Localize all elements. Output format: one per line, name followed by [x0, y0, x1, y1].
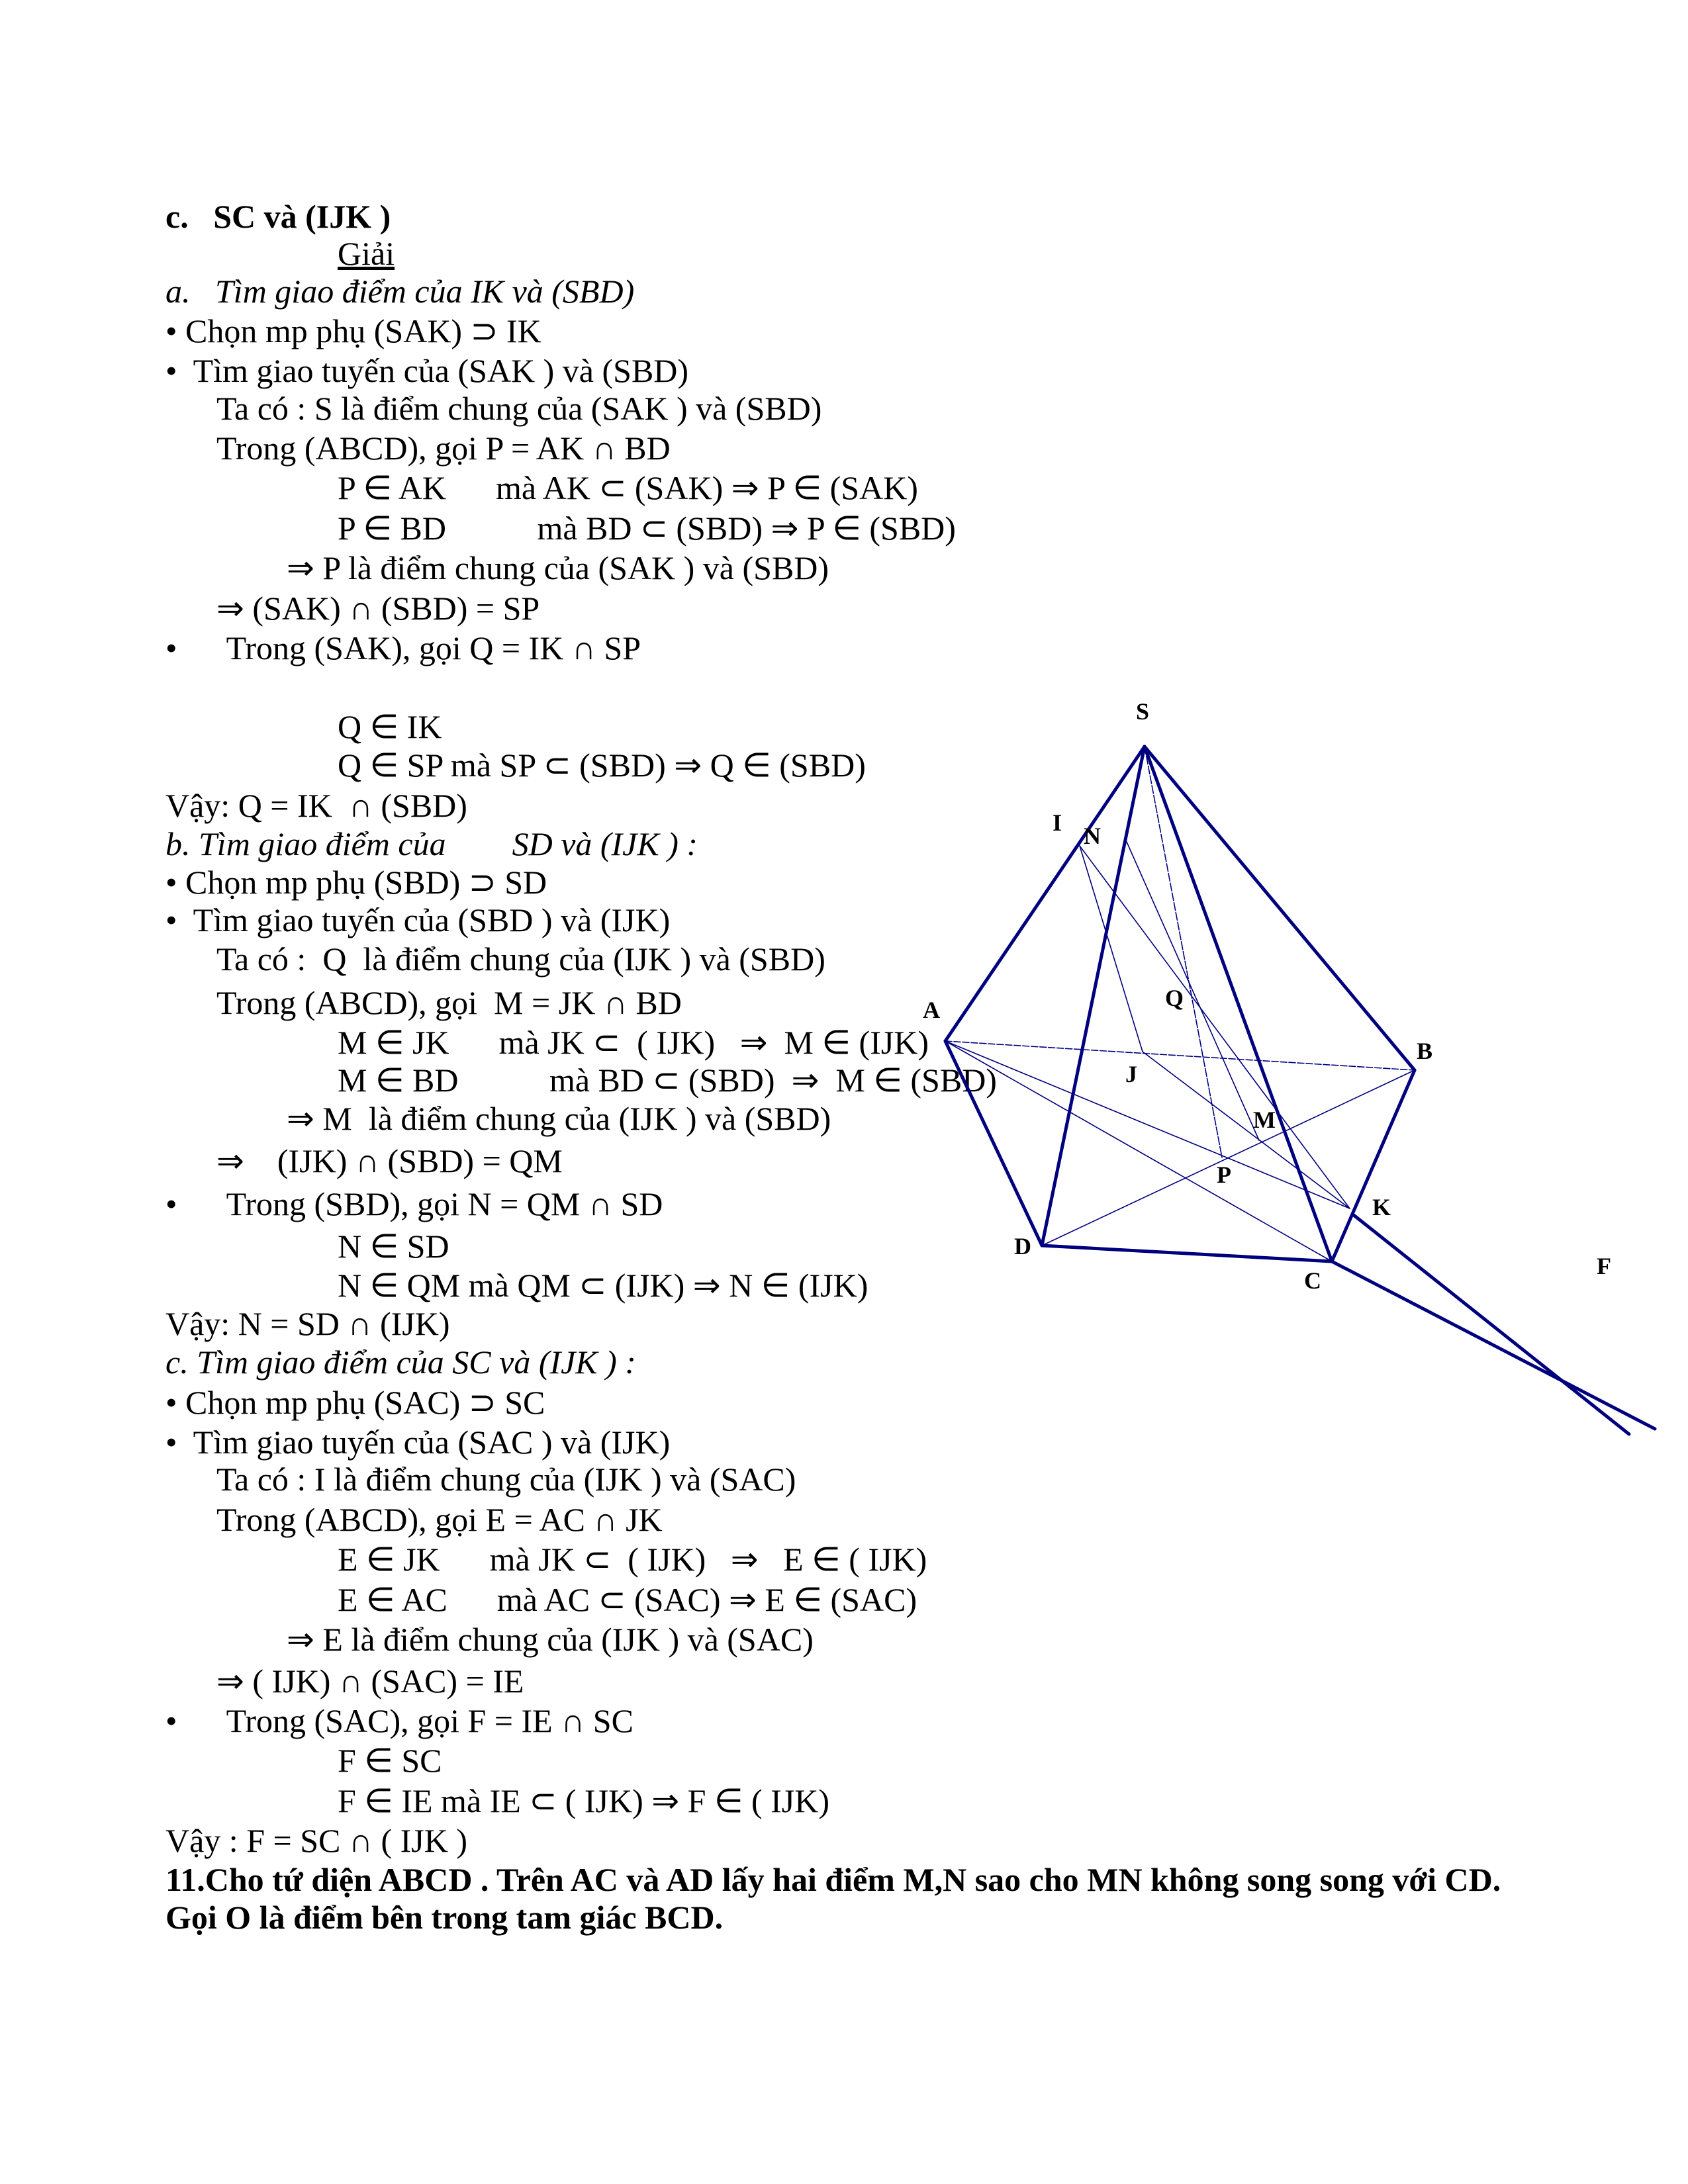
- text-line: • Tìm giao tuyến của (SBD ) và (IJK): [165, 901, 671, 938]
- line-IK: [1080, 846, 1350, 1208]
- label-C: C: [1304, 1267, 1321, 1294]
- conclusion-line: Vậy: N = SD ∩ (IJK): [165, 1305, 450, 1342]
- text-line: • Chọn mp phụ (SAK) ⊃ IK: [165, 312, 541, 349]
- text-line: • Chọn mp phụ (SAC) ⊃ SC: [165, 1384, 545, 1421]
- text-line: ⇒ P là điểm chung của (SAK ) và (SBD): [287, 549, 829, 586]
- text-line: Ta có : S là điểm chung của (SAK ) và (SBD): [216, 390, 822, 427]
- conclusion-line: Vậy : F = SC ∩ ( IJK ): [165, 1822, 467, 1859]
- line-JK: [1143, 1052, 1350, 1208]
- text-line: ⇒ M là điểm chung của (IJK ) và (SBD): [287, 1100, 831, 1137]
- label-M: M: [1253, 1107, 1276, 1133]
- text-line: • Tìm giao tuyến của (SAK ) và (SBD): [165, 352, 689, 389]
- label-Q: Q: [1165, 985, 1184, 1011]
- edge-DC: [1042, 1246, 1332, 1261]
- text-line: Ta có : Q là điểm chung của (IJK ) và (SBD): [216, 940, 825, 978]
- text-line: • Trong (SAC), gọi F = IE ∩ SC: [165, 1702, 633, 1739]
- text-line: • Trong (SAK), gọi Q = IK ∩ SP: [165, 629, 641, 666]
- text-line: ⇒ ( IJK) ∩ (SAC) = IE: [216, 1662, 524, 1700]
- text-line: E ∈ AC mà AC ⊂ (SAC) ⇒ E ∈ (SAC): [338, 1581, 917, 1618]
- text-line: F ∈ IE mà IE ⊂ ( IJK) ⇒ F ∈ ( IJK): [338, 1782, 830, 1819]
- part-a-heading: a. Tìm giao điểm của IK và (SBD): [165, 273, 635, 310]
- line-IE: [1354, 1215, 1629, 1434]
- solution-heading: Giải: [338, 235, 395, 272]
- label-P: P: [1217, 1161, 1231, 1188]
- text-line: N ∈ QM mà QM ⊂ (IJK) ⇒ N ∈ (IJK): [338, 1267, 868, 1304]
- exercise-11-text: 11.Cho tứ diện ABCD . Trên AC và AD lấy hai điểm M,N sao cho MN không song song với CD.: [165, 1861, 1501, 1898]
- label-K: K: [1372, 1194, 1391, 1220]
- edge-AD: [945, 1041, 1042, 1246]
- text-line: Trong (ABCD), gọi E = AC ∩ JK: [216, 1501, 663, 1538]
- line-SP: [1145, 747, 1222, 1158]
- text-line: M ∈ BD mà BD ⊂ (SBD) ⇒ M ∈ (SBD): [338, 1062, 997, 1099]
- part-b-heading: b. Tìm giao điểm của SD và (IJK ) :: [165, 825, 698, 862]
- text-line: M ∈ JK mà JK ⊂ ( IJK) ⇒ M ∈ (IJK): [338, 1024, 929, 1061]
- label-B: B: [1417, 1038, 1433, 1064]
- label-I: I: [1053, 809, 1062, 836]
- text-line: Q ∈ SP mà SP ⊂ (SBD) ⇒ Q ∈ (SBD): [338, 747, 866, 784]
- text-line: E ∈ JK mà JK ⊂ ( IJK) ⇒ E ∈ ( IJK): [338, 1541, 927, 1578]
- label-N: N: [1084, 823, 1101, 849]
- section-heading: c. SC và (IJK ): [165, 198, 391, 235]
- text-line: Trong (ABCD), gọi M = JK ∩ BD: [216, 984, 682, 1021]
- text-line: F ∈ SC: [338, 1742, 442, 1779]
- edge-SB: [1145, 747, 1415, 1070]
- label-F: F: [1597, 1253, 1611, 1279]
- line-CF: [1332, 1261, 1655, 1429]
- text-line: ⇒ E là điểm chung của (IJK ) và (SAC): [287, 1621, 814, 1658]
- line-AK: [945, 1041, 1350, 1208]
- text-line: Trong (ABCD), gọi P = AK ∩ BD: [216, 430, 671, 467]
- label-S: S: [1136, 698, 1150, 725]
- text-line: P ∈ BD mà BD ⊂ (SBD) ⇒ P ∈ (SBD): [338, 510, 956, 547]
- text-line: ⇒ (IJK) ∩ (SBD) = QM: [216, 1142, 563, 1179]
- exercise-11-text: Gọi O là điểm bên trong tam giác BCD.: [165, 1899, 724, 1936]
- thick-edges: [945, 747, 1655, 1434]
- line-NM: [1127, 842, 1259, 1140]
- label-D: D: [1014, 1233, 1031, 1259]
- text-line: Q ∈ IK: [338, 708, 442, 745]
- text-line: N ∈ SD: [338, 1228, 449, 1265]
- label-A: A: [923, 997, 940, 1023]
- text-line: • Chọn mp phụ (SBD) ⊃ SD: [165, 864, 547, 901]
- text-line: • Trong (SBD), gọi N = QM ∩ SD: [165, 1185, 663, 1222]
- conclusion-line: Vậy: Q = IK ∩ (SBD): [165, 787, 467, 824]
- label-J: J: [1125, 1061, 1137, 1087]
- text-line: • Tìm giao tuyến của (SAC ) và (IJK): [165, 1424, 671, 1461]
- text-line: P ∈ AK mà AK ⊂ (SAK) ⇒ P ∈ (SAK): [338, 469, 918, 506]
- line-AB: [945, 1041, 1415, 1070]
- part-c-heading: c. Tìm giao điểm của SC và (IJK ) :: [165, 1343, 636, 1381]
- text-line: Ta có : I là điểm chung của (IJK ) và (SAC): [216, 1461, 796, 1498]
- text-line: ⇒ (SAK) ∩ (SBD) = SP: [216, 590, 540, 627]
